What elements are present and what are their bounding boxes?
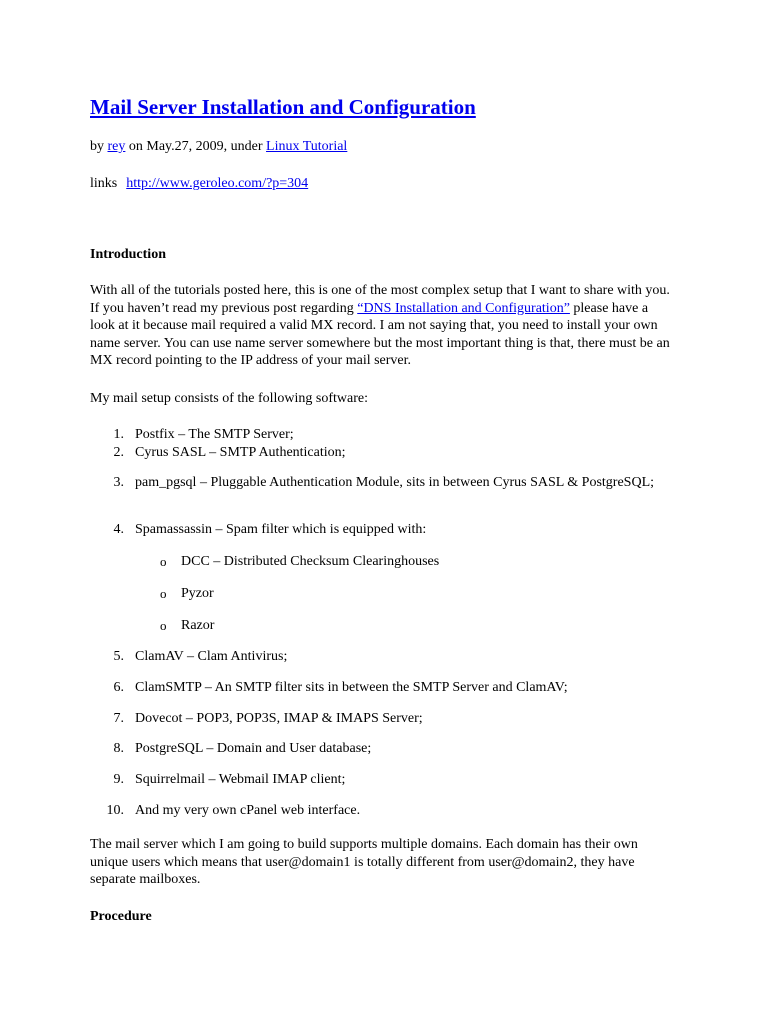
list-number: 9. bbox=[113, 772, 124, 787]
source-url-link[interactable]: http://www.geroleo.com/?p=304 bbox=[126, 176, 309, 191]
list-text: Dovecot – POP3, POP3S, IMAP & IMAPS Server; bbox=[135, 711, 423, 726]
byline-prefix: by bbox=[90, 139, 108, 154]
list-number: 1. bbox=[113, 427, 124, 442]
list-number: 5. bbox=[113, 649, 124, 664]
list-number: 3. bbox=[113, 475, 124, 490]
sub-list-text: Razor bbox=[181, 618, 215, 633]
author-link[interactable]: rey bbox=[107, 139, 126, 154]
dns-post-link[interactable]: “DNS Installation and Configuration” bbox=[357, 300, 570, 316]
list-text: ClamAV – Clam Antivirus; bbox=[135, 649, 288, 664]
list-text: PostgreSQL – Domain and User database; bbox=[135, 741, 372, 756]
links-label: links bbox=[90, 176, 118, 191]
domains-paragraph: The mail server which I am going to build supports multiple domains. Each domain has their own unique users which means that user@domain1 is totally different from user@domain2, they have separate mailboxes. bbox=[90, 837, 638, 887]
list-text: And my very own cPanel web interface. bbox=[135, 803, 361, 818]
sub-list-text: Pyzor bbox=[181, 586, 214, 601]
sub-list-text: DCC – Distributed Checksum Clearinghouses bbox=[181, 554, 440, 569]
category-link[interactable]: Linux Tutorial bbox=[266, 139, 348, 154]
list-text: pam_pgsql – Pluggable Authentication Module, sits in between Cyrus SASL & PostgreSQL; bbox=[135, 475, 655, 490]
setup-paragraph: My mail setup consists of the following software: bbox=[90, 391, 369, 406]
bullet-icon: o bbox=[160, 554, 167, 569]
post-byline bbox=[90, 138, 347, 156]
byline-date: on May.27, 2009, under bbox=[125, 139, 267, 154]
intro-text-after: please have a look at it because mail required a valid MX record. I am not saying that, you need to install your own name server. You can use name server somewhere but the most important thing is that, there must be an MX record pointing to the IP address of your mail server. bbox=[90, 300, 670, 368]
list-number: 10. bbox=[106, 803, 124, 818]
post-title-link[interactable]: Mail Server Installation and Configuration bbox=[90, 95, 476, 119]
list-number: 7. bbox=[113, 711, 124, 726]
list-text: ClamSMTP – An SMTP filter sits in between the SMTP Server and ClamAV; bbox=[135, 680, 568, 695]
list-number: 4. bbox=[113, 522, 124, 537]
procedure-heading: Procedure bbox=[90, 909, 152, 924]
post-title bbox=[90, 94, 476, 120]
list-text: Postfix – The SMTP Server; bbox=[135, 427, 294, 442]
list-text: Squirrelmail – Webmail IMAP client; bbox=[135, 772, 346, 787]
intro-paragraph bbox=[90, 282, 675, 370]
list-number: 8. bbox=[113, 741, 124, 756]
bullet-icon: o bbox=[160, 586, 167, 601]
list-text: Spamassassin – Spam filter which is equipped with: bbox=[135, 522, 427, 537]
introduction-heading: Introduction bbox=[90, 247, 166, 262]
list-number: 2. bbox=[113, 445, 124, 460]
links-line bbox=[90, 175, 308, 193]
bullet-icon: o bbox=[160, 618, 167, 633]
intro-text-before: With all of the tutorials posted here, this is one of the most complex setup that I want to share with you. If you haven’t read my previous post regarding bbox=[90, 283, 670, 316]
list-text: Cyrus SASL – SMTP Authentication; bbox=[135, 445, 346, 460]
list-number: 6. bbox=[113, 680, 124, 695]
